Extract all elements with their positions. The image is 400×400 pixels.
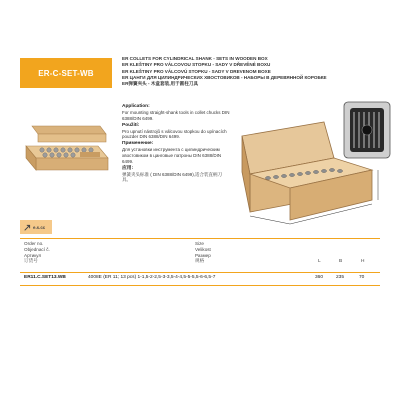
table-rule-header	[20, 272, 380, 273]
order-column-header	[24, 241, 50, 264]
application-text-en: For mounting straight-shank tools in collet chucks DIN 6388/DIN 6499.	[122, 110, 230, 121]
order-header-ru: Артикул	[24, 252, 42, 258]
wooden-box-photo	[22, 104, 110, 184]
table-row-order: ER11.C.SET13.WB	[24, 275, 66, 280]
table-rule-top	[20, 238, 380, 239]
application-title-cz: Použití:	[122, 122, 140, 128]
dim-header-h: H	[361, 259, 365, 264]
table-row-size: 4008E (ER 11; 13 pcs) 1-1,5-2-2,5-3-3,5-4-4,5-5-5,5-6-6,5-7	[88, 275, 216, 280]
application-block	[122, 104, 230, 184]
order-header-cz: Objednací č.	[24, 246, 50, 252]
dim-header-l: L	[318, 259, 321, 264]
heading-cz: ER KLEŠTINY PRO VÁLCOVOU STOPKU - SADY V DŘEVĚNÉ BOXU	[122, 62, 271, 68]
heading-en: ER COLLETS FOR CYLINDRICAL SHANK - SETS IN WOODEN BOX	[122, 56, 268, 61]
application-text-ru: Для установки инструмента с цилиндрическим хвостовиком в цанговые патроны DIN 6388/DIN 6499.	[122, 147, 222, 164]
application-title-cn: 应用:	[122, 165, 134, 171]
application-title-en: Application:	[122, 104, 150, 109]
table-rule-bottom	[20, 285, 380, 286]
box-dimension-drawing	[232, 100, 394, 228]
size-header-en: Size	[195, 241, 204, 246]
table-row-h: 70	[359, 275, 365, 280]
order-header-en: Order no.	[24, 241, 44, 246]
product-headings	[122, 56, 392, 87]
product-code-badge: ER-C-SET-WB	[20, 58, 112, 88]
size-column-header	[195, 241, 211, 264]
application-text-cz: Pro upnutí nástrojů s válcovou stopkou do upínacích pouzder DIN 6388/DIN 6499.	[122, 128, 227, 140]
arrow-icon	[24, 224, 31, 231]
heading-sk: ER KLEŠTINY PRO VÁLCOVÚ STOPKU - SADY V DREVENOM BOXE	[122, 68, 271, 74]
table-meta-label: e.s.cc	[33, 224, 46, 230]
size-header-ru: Размер	[195, 252, 211, 258]
application-text-cn: 弹簧夹头标准 ( DIN 6388/DIN 6499),适合装直柄刀具。	[122, 171, 223, 183]
order-header-cn: 订货号	[24, 258, 38, 264]
table-meta-tag	[20, 220, 52, 234]
dim-header-b: B	[339, 259, 343, 264]
application-title-ru: Применение:	[122, 141, 154, 147]
size-header-cn: 规格	[195, 258, 205, 264]
size-header-cz: Velikost	[195, 246, 211, 252]
table-row-l: 360	[315, 275, 324, 280]
table-row-b: 235	[336, 275, 345, 280]
heading-ru: ER ЦАНГИ ДЛЯ ЦИЛИНДРИЧЕСКИХ ХВОСТОВИКОВ - НАБОРЫ В ДЕРЕВЯННОЙ КОРОБКЕ	[122, 74, 327, 80]
heading-cn: ER弹簧夹头 - 木盒套装,用于圆柱刀具	[122, 81, 199, 87]
